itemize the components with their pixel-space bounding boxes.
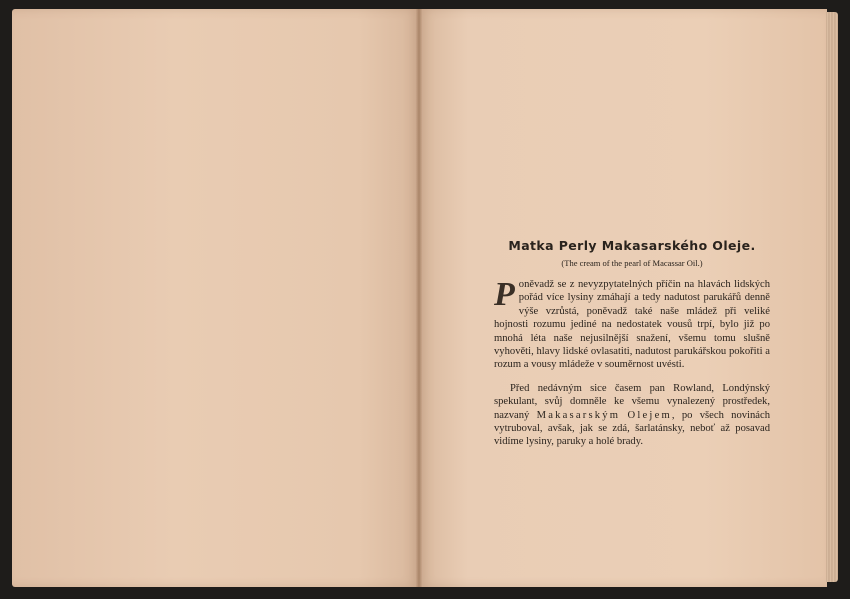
- left-page: [12, 9, 419, 587]
- paragraph-2-text-b: [620, 410, 627, 421]
- paragraph-2-text-a: Před nedávným sice časem pan Rowland, Londýnský spekulant, svůj domněle ke všemu vynalezený prostředek, nazvaný: [494, 382, 770, 421]
- article: [494, 238, 770, 459]
- paragraph-2-emphasis-1: Makasarským: [536, 409, 621, 421]
- article-subtitle: (The cream of the pearl of Macassar Oil.): [561, 258, 703, 268]
- paragraph-2-text-c: , po všech novinách vytruboval, avšak, jak se zdá, šarlatánsky, neboť až posavad vidíme lysiny, paruky a holé brady.: [494, 409, 770, 448]
- paragraph-2: [494, 382, 770, 449]
- book-spine: [416, 9, 422, 587]
- paragraph-2-emphasis-2: Olejem: [627, 409, 672, 421]
- paragraph-1: [494, 278, 770, 372]
- page-edges: [826, 12, 838, 582]
- paragraph-1-text: oněvadž se z nevyzpytatelných příčin na hlavách lidských pořád více lysiny zmáhají a tedy nadutost parukářů denně výše vzrůstá, poněvadž také naše mládež při veliké hojnosti rozumu jediné na nedostatek vousů trpí, bylo již po mnohá léta naše nejusilnější snažení, všemu tomu slušně vyhověti, hlavy lidské ovlasatiti, nadutost parukářskou pokořiti a rozum a vousy mládeže v souměrnost uvésti.: [494, 279, 770, 371]
- decorative-initial: P: [494, 276, 515, 313]
- article-title: Matka Perly Makasarského Oleje.: [508, 238, 756, 253]
